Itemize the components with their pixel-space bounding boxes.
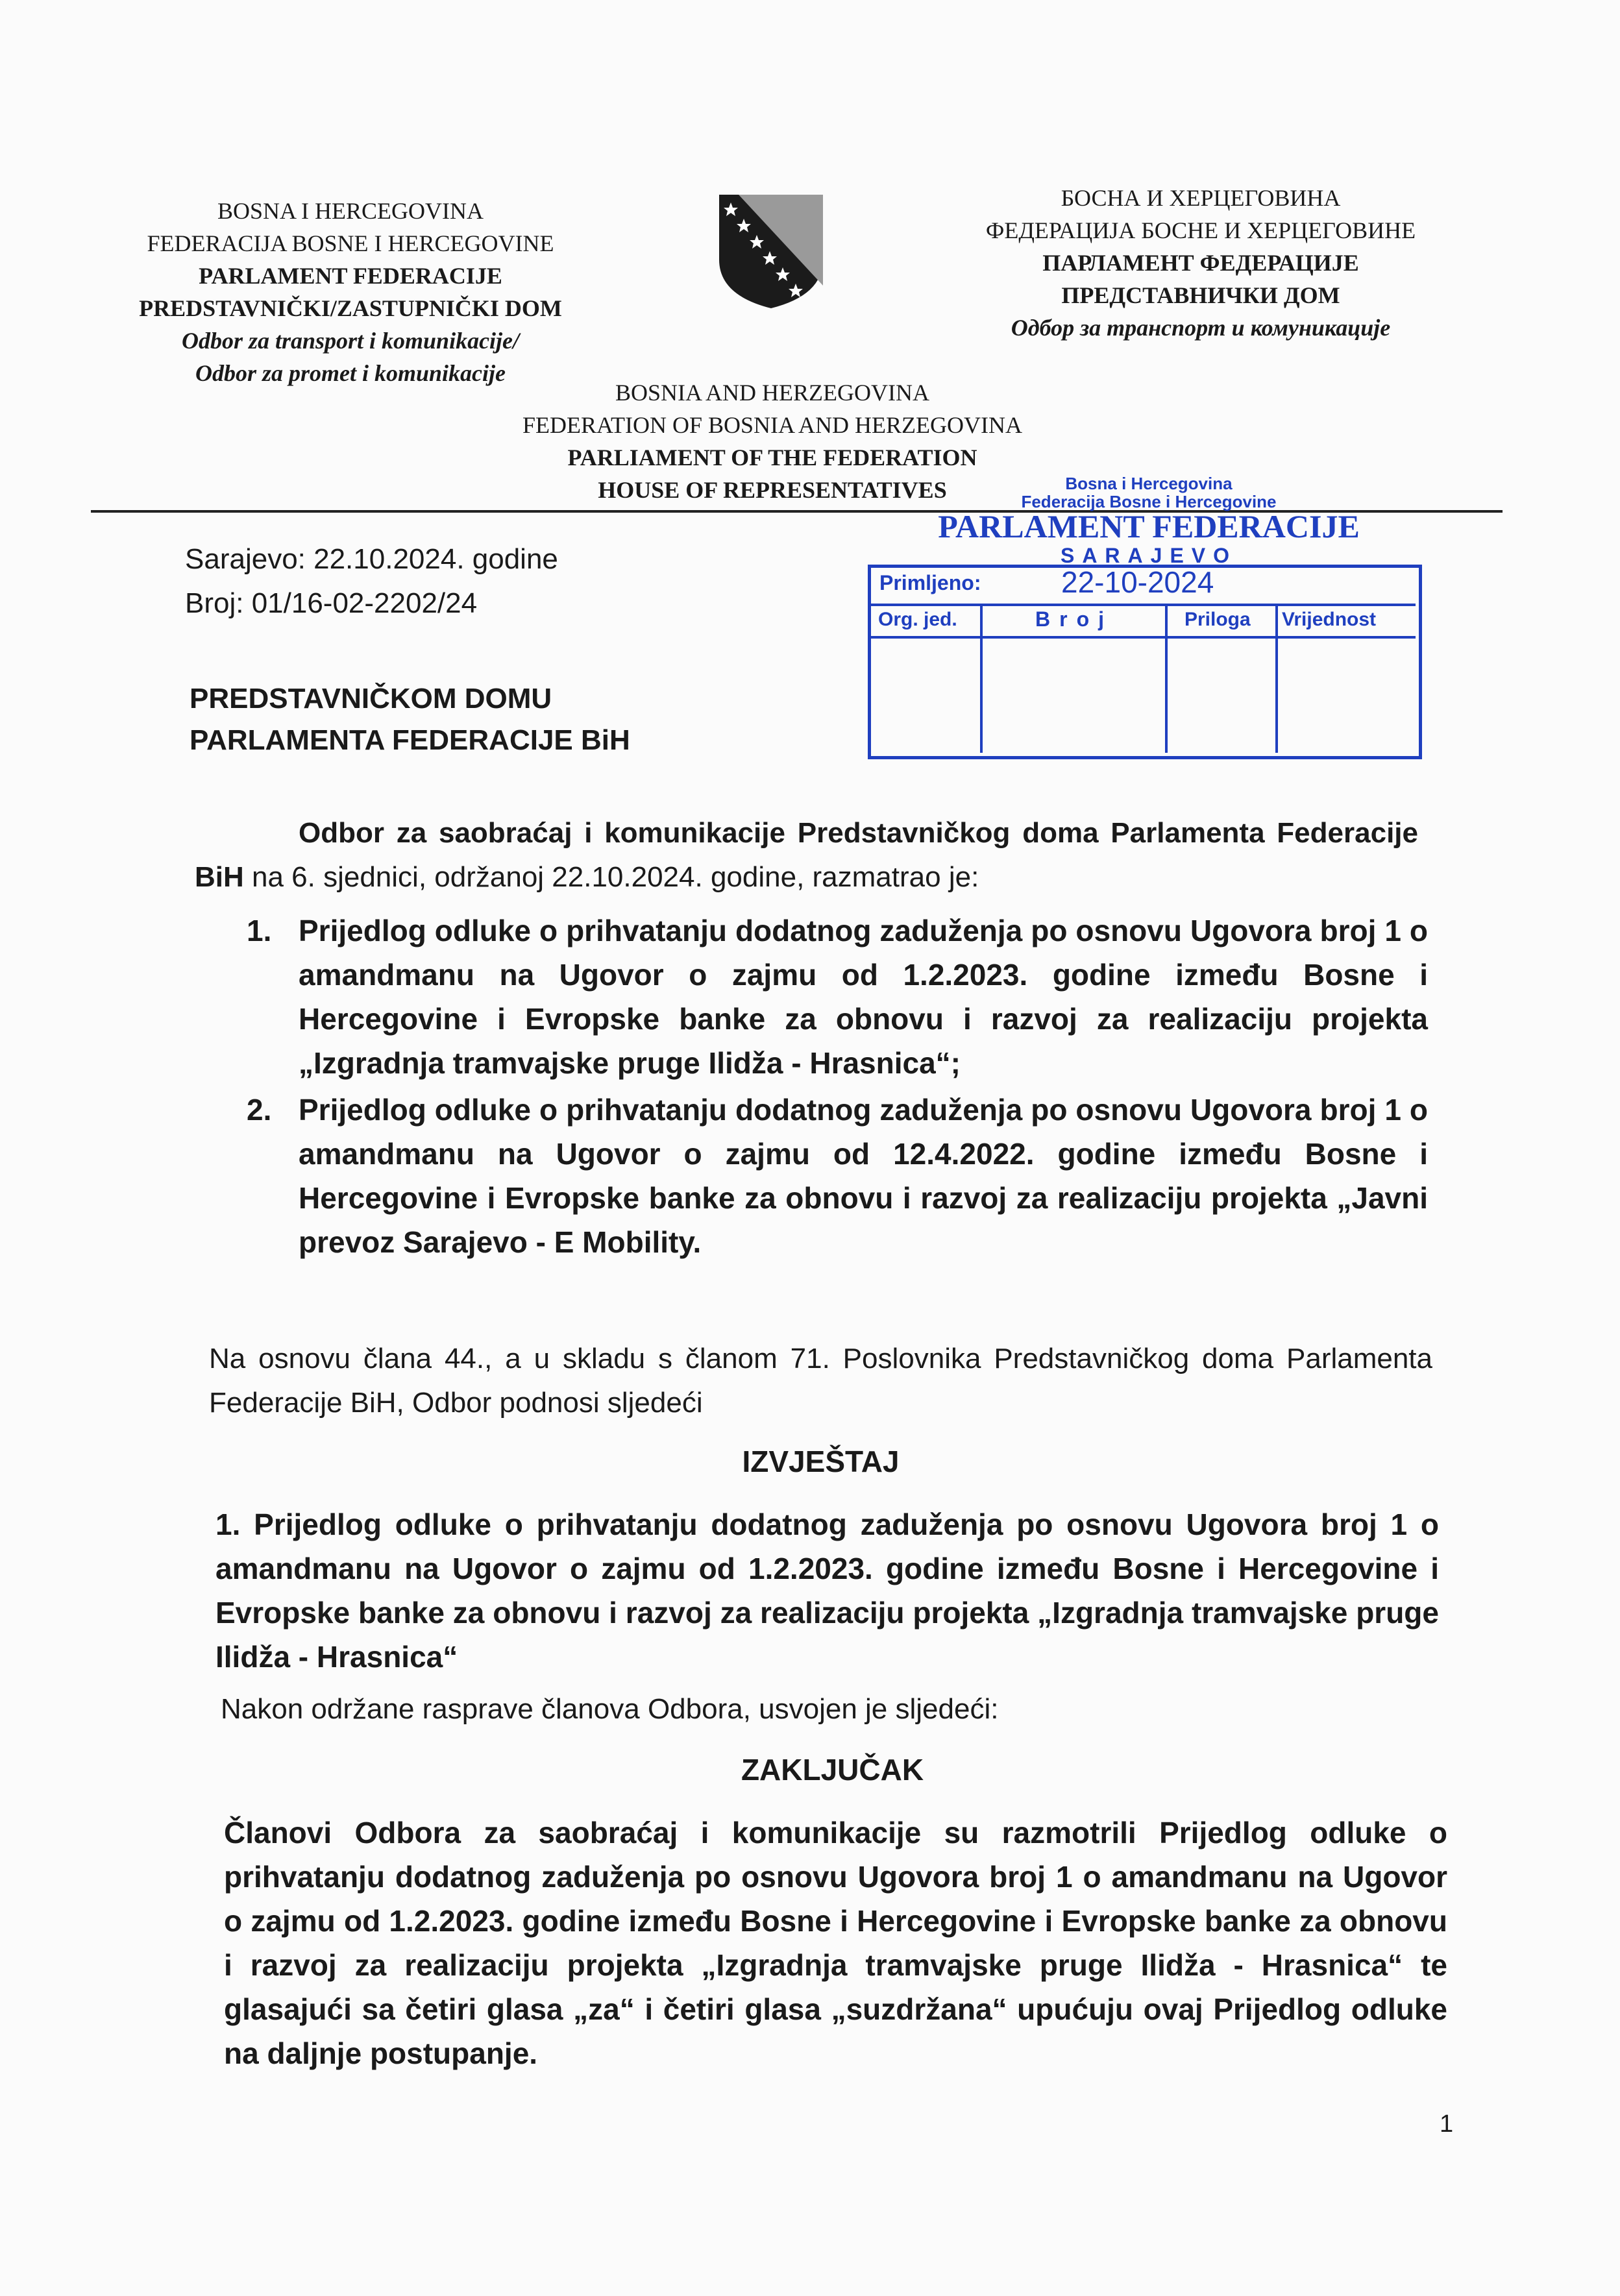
intro-committee: Odbor za saobraćaj i komunikacije Predstavničkog doma Parlamenta Federacije BiH [195, 817, 1418, 893]
header-left-committee-2: Odbor za promet i komunikacije [195, 360, 506, 386]
agenda-item-number: 2. [247, 1093, 272, 1127]
header-right [935, 182, 1467, 344]
stamp-line-2: Federacija Bosne i Hercegovine [1021, 492, 1277, 511]
header-right-house: ПРЕДСТАВНИЧКИ ДОМ [1061, 282, 1340, 308]
stamp-line-3: PARLAMENT FEDERACIJE [938, 508, 1360, 544]
header-right-parliament: ПАРЛАМЕНТ ФЕДЕРАЦИЈЕ [1042, 250, 1359, 276]
addressee-line-2: PARLAMENTA FEDERACIJE BiH [190, 724, 630, 756]
report-item-1: 1. Prijedlog odluke o prihvatanju dodatnog zaduženja po osnovu Ugovora broj 1 o amandmanu na Ugovor o zajmu od 1.2.2023. godine između Bosne i Hercegovine i Evropske banke za obnovu i razvoj za realizaciju projekta „Izgradnja tramvajske pruge Ilidža - Hrasnica“ [215, 1508, 1439, 1674]
conclusion-title: ZAKLJUČAK [741, 1753, 924, 1787]
stamp-col-priloga: Priloga [1184, 609, 1251, 630]
document-meta [185, 537, 558, 626]
report-title: IZVJEŠTAJ [742, 1445, 900, 1478]
agenda-item [247, 909, 1428, 1085]
addressee-line-1: PREDSTAVNIČKOM DOMU [190, 683, 552, 714]
stamp-line-4: SARAJEVO [1060, 544, 1238, 567]
header-right-committee: Одбор за транспорт и комуникације [1011, 315, 1391, 341]
document-number: Broj: 01/16-02-2202/24 [185, 587, 478, 619]
intro-rest: na 6. sjednici, održanoj 22.10.2024. godine, razmatrao je: [243, 861, 979, 893]
header-left-federation: FEDERACIJA BOSNE I HERCEGOVINE [147, 230, 554, 256]
header-left-country: BOSNA I HERCEGOVINA [217, 198, 484, 224]
basis-paragraph: Na osnovu člana 44., a u skladu s članom 71. Poslovnika Predstavničkog doma Parlamenta Federacije BiH, Odbor podnosi sljedeći [209, 1343, 1432, 1419]
header-right-country: БОСНА И ХЕРЦЕГОВИНА [1061, 185, 1341, 211]
document-date: Sarajevo: 22.10.2024. godine [185, 543, 558, 575]
header-left-house: PREDSTAVNIČKI/ZASTUPNIČKI DOM [139, 295, 562, 321]
addressee [190, 678, 630, 761]
agenda-item [247, 1088, 1428, 1264]
header-left-committee-1: Odbor za transport i komunikacije/ [181, 328, 520, 354]
agenda-item-text: Prijedlog odluke o prihvatanju dodatnog zaduženja po osnovu Ugovora broj 1 o amandmanu na Ugovor o zajmu od 1.2.2023. godine između Bosne i Hercegovine i Evropske banke za obnovu i razvoj za realizaciju projekta „Izgradnja tramvajske pruge Ilidža - Hrasnica“; [299, 914, 1428, 1080]
coat-of-arms-icon [713, 188, 829, 311]
header-left-parliament: PARLAMENT FEDERACIJE [199, 263, 502, 289]
agenda-item-text: Prijedlog odluke o prihvatanju dodatnog zaduženja po osnovu Ugovora broj 1 o amandmanu na Ugovor o zajmu od 12.4.2022. godine između Bosne i Hercegovine i Evropske banke za obnovu i razvoj za realizaciju projekta „Javni prevoz Sarajevo - E Mobility. [299, 1093, 1428, 1259]
after-debate: Nakon održane rasprave članova Odbora, usvojen je sljedeći: [221, 1693, 999, 1725]
header-center-house: HOUSE OF REPRESENTATIVES [598, 477, 947, 503]
header-right-federation: ФЕДЕРАЦИЈА БОСНЕ И ХЕРЦЕГОВИНЕ [985, 217, 1416, 243]
header-left [91, 195, 610, 389]
stamp-col-org: Org. jed. [878, 609, 957, 630]
stamp-received-label: Primljeno: [879, 571, 981, 594]
stamp-col-broj: Broj [1035, 607, 1113, 631]
stamp-line-1: Bosna i Hercegovina [1065, 474, 1233, 493]
header-center-country: BOSNIA AND HERZEGOVINA [615, 380, 929, 406]
conclusion-text: Članovi Odbora za saobraćaj i komunikacije su razmotrili Prijedlog odluke o prihvatanju dodatnog zaduženja po osnovu Ugovora broj 1 o amandmanu na Ugovor o zajmu od 1.2.2023. godine između Bosne i Hercegovine i Evropske banke za obnovu i razvoj za realizaciju projekta „Izgradnja tramvajske pruge Ilidža - Hrasnica“ te glasajući sa četiri glasa „za“ i četiri glasa „suzdržana“ upućuju ovaj Prijedlog odluke na daljnje postupanje. [224, 1816, 1447, 2070]
header-center-parliament: PARLIAMENT OF THE FEDERATION [567, 445, 977, 470]
received-stamp [866, 474, 1431, 759]
page-number: 1 [1440, 2110, 1454, 2138]
agenda-item-number: 1. [247, 914, 272, 947]
stamp-received-date: 22-10-2024 [1061, 565, 1214, 599]
intro-paragraph [195, 811, 1418, 899]
agenda-list [247, 909, 1428, 1267]
header-center-federation: FEDERATION OF BOSNIA AND HERZEGOVINA [522, 412, 1022, 438]
stamp-col-vrijednost: Vrijednost [1282, 609, 1377, 630]
